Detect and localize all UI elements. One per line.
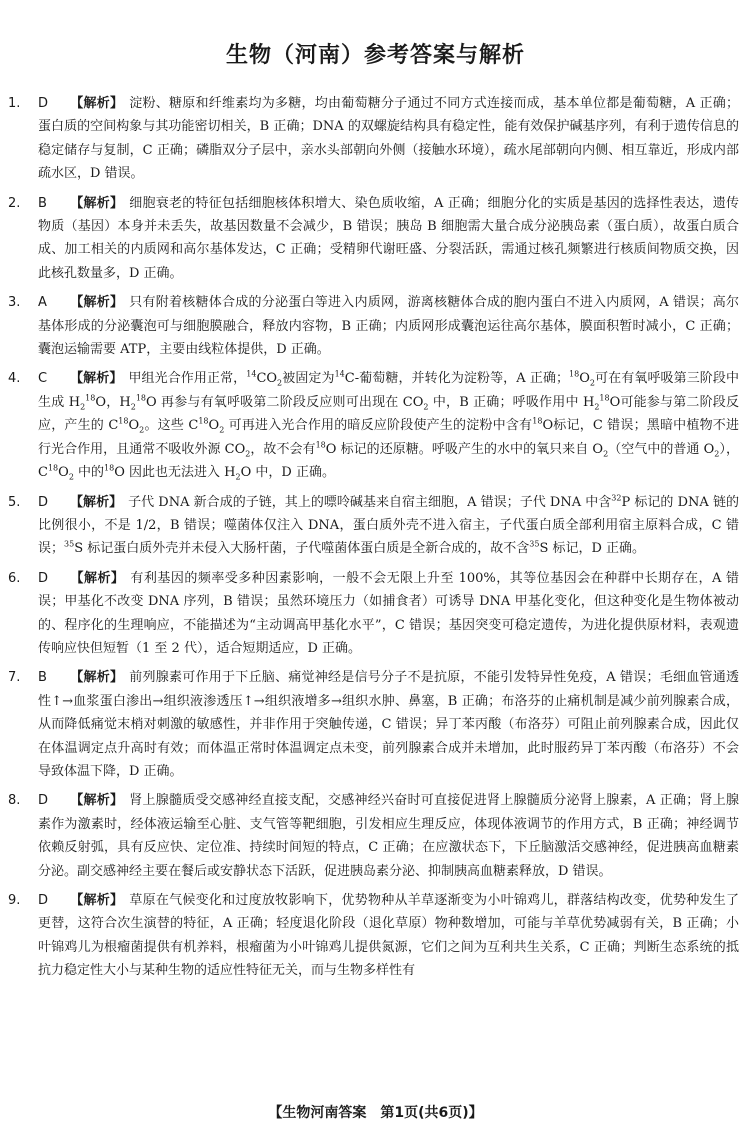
answer-letter: B <box>38 670 47 686</box>
analysis-tag: 【解析】 <box>70 295 124 311</box>
question-number: 8. <box>8 793 21 809</box>
question-number: 3. <box>8 295 21 311</box>
analysis-text: 有利基因的频率受多种因素影响，一般不会无限上升至 100%，其等位基因会在种群中长期存在，A 错误；甲基化不改变 DNA 序列，B 错误；虽然环境压力（如捕食者）可诱导 DNA 甲基化变化，但这种变化是生物体被动的、程序化的生理响应，不能描述为“主动调高甲基化水平”，C 错误；基因突变可稳定遗传，为进化提供原材料，表观遗传响应快但短暂（1 至 2 代），适合短期适应，D 正确。 <box>38 570 739 656</box>
question-number: 9. <box>8 893 21 908</box>
analysis-tag: 【解析】 <box>70 96 124 111</box>
analysis-tag: 【解析】 <box>70 670 124 686</box>
question-number: 5. <box>8 494 21 510</box>
answer-letter: D <box>38 96 49 111</box>
analysis-text: 只有附着核糖体合成的分泌蛋白等进入内质网，游离核糖体合成的胞内蛋白不进入内质网，A 错误；高尔基体形成的分泌囊泡可与细胞膜融合，释放内容物，B 正确；内质网形成囊泡运往高尔基体，膜面积暂时减小，C 正确；囊泡运输需要 ATP，主要由线粒体提供，D 正确。 <box>38 295 739 358</box>
answer-letter: D <box>38 793 49 809</box>
analysis-tag: 【解析】 <box>70 893 124 908</box>
analysis-tag: 【解析】 <box>70 195 124 211</box>
answer-letter: D <box>38 893 49 908</box>
answer-letter: A <box>38 295 47 311</box>
analysis-tag: 【解析】 <box>70 494 123 510</box>
answer-item-1 <box>0 92 751 186</box>
answer-item-9 <box>0 889 751 983</box>
analysis-text: 细胞衰老的特征包括细胞核体积增大、染色质收缩，A 正确；细胞分化的实质是基因的选择性表达，遗传物质（基因）本身并未丢失，故基因数量不会减少，B 错误；胰岛 B 细胞需大量合成分泌胰岛素（蛋白质），故蛋白质合成、加工相关的内质网和高尔基体发达，C 正确；受精卵代谢旺盛、分裂活跃，需通过核孔频繁进行核质间物质交换，因此核孔数量多，D 正确。 <box>38 195 739 281</box>
analysis-text: 淀粉、糖原和纤维素均为多糖，均由葡萄糖分子通过不同方式连接而成，基本单位都是葡萄糖，A 正确；蛋白质的空间构象与其功能密切相关，B 正确；DNA 的双螺旋结构具有稳定性，能有效保护碱基序列，有利于遗传信息的稳定储存与复制，C 正确；磷脂双分子层中，亲水头部朝向外侧（接触水环境），疏水尾部朝向内侧、相互靠近，形成内部疏水区，D 错误。 <box>38 96 739 182</box>
analysis-tag: 【解析】 <box>70 570 125 586</box>
answer-letter: B <box>38 195 47 211</box>
answer-item-8 <box>0 789 751 883</box>
question-number: 4. <box>8 371 21 387</box>
answer-letter: C <box>38 371 48 387</box>
analysis-text: 子代 DNA 新合成的子链，其上的嘌呤碱基来自宿主细胞，A 错误；子代 DNA 中含$^{32}$P 标记的 DNA 链的比例很小，不是 1/2，B 错误；噬菌体仅注入 DNA，蛋白质外壳不进入宿主，子代蛋白质全部利用宿主原料合成，C 错误；$^{35}$S 标记蛋白质外壳并未侵入大肠杆菌，子代噬菌体蛋白质是全新合成的，故不含$^{35}$S 标记，D 正确。 <box>38 493 739 557</box>
question-number: 6. <box>8 570 21 586</box>
analysis-tag: 【解析】 <box>70 371 123 387</box>
answer-item-7 <box>0 666 751 783</box>
analysis-text: 草原在气候变化和过度放牧影响下，优势物种从羊草逐渐变为小叶锦鸡儿，群落结构改变，优势种发生了更替，这符合次生演替的特征，A 正确；轻度退化阶段（退化草原）物种数增加，可能与羊草优势减弱有关，B 正确；小叶锦鸡儿为根瘤菌提供有机养料，根瘤菌为小叶锦鸡儿提供氮源，它们之间为互利共生关系，C 正确；判断生态系统的抵抗力稳定性大小与某种生物的适应性特征无关，而与生物多样性有 <box>38 893 739 979</box>
page-title: 生物（河南）参考答案与解析 <box>225 43 525 68</box>
answer-item-6 <box>0 567 751 661</box>
answer-list <box>0 92 751 989</box>
analysis-text: 肾上腺髓质受交感神经直接支配，交感神经兴奋时可直接促进肾上腺髓质分泌肾上腺素，A 正确；肾上腺素作为激素时，经体液运输至心脏、支气管等靶细胞，引发相应生理反应，体现体液调节的作用方式，B 正确；神经调节依赖反射弧，具有反应快、定位准、持续时间短的特点，C 正确；在应激状态下，下丘脑激活交感神经，促进胰高血糖素分泌。副交感神经主要在餐后或安静状态下活跃，促进胰岛素分泌、抑制胰高血糖素释放，D 错误。 <box>38 793 739 879</box>
answer-item-2 <box>0 192 751 286</box>
question-number: 2. <box>8 195 21 211</box>
analysis-text: 甲组光合作用正常，$^{14}CO_2$被固定为$^{14}$C-葡萄糖，并转化为淀粉等，A 正确；$^{18}O_2$可在有氧呼吸第三阶段中生成 $H_2^{18}O$，$H_2^{18}O$ 再参与有氧呼吸第二阶段反应则可出现在 $CO_2$ 中，B 正确；呼吸作用中 $H_2^{18}O$可能参与第二阶段反应，产生的 $C^{18}O_2$。这些 $C^{18}O_2$ 可再进入光合作用的暗反应阶段使产生的淀粉中含有$^{18}$O标记，C 错误；黑暗中植物不进行光合作用，且通常不吸收外源 $CO_2$，故不会有$^{18}$O 标记的还原糖。呼吸产生的水中的氧只来自 $O_2$（空气中的普通 $O_2$），$C^{18}O_2$ 中的$^{18}$O 因此也无法进入 $H_2O$ 中，D 正确。 <box>38 370 739 482</box>
page-footer: 【生物河南答案 第1页(共6页)】 <box>268 1105 483 1121</box>
analysis-tag: 【解析】 <box>70 793 124 809</box>
question-number: 1. <box>8 96 21 111</box>
answer-item-5 <box>0 491 751 561</box>
answer-item-4 <box>0 367 751 484</box>
answer-letter: D <box>38 570 49 586</box>
analysis-text: 前列腺素可作用于下丘脑、痛觉神经是信号分子不是抗原，不能引发特异性免疫，A 错误；毛细血管通透性↑→血浆蛋白渗出→组织液渗透压↑→组织液增多→组织水肿、鼻塞，B 正确；布洛芬的止痛机制是减少前列腺素合成，从而降低痛觉末梢对刺激的敏感性，并非作用于突触传递，C 错误；异丁苯丙酸（布洛芬）可阻止前列腺素合成，因此仅在体温调定点升高时有效；而体温正常时体温调定点未变，前列腺素合成并未增加，此时服药异丁苯丙酸（布洛芬）不会导致体温下降，D 正确。 <box>38 670 739 779</box>
question-number: 7. <box>8 670 21 686</box>
answer-item-3 <box>0 291 751 361</box>
answer-letter: D <box>38 494 49 510</box>
